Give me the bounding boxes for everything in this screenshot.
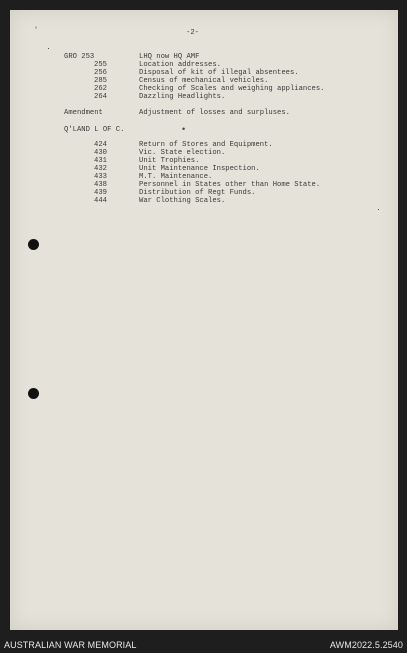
footer-institution: AUSTRALIAN WAR MEMORIAL — [4, 640, 137, 650]
gro-item-code: 264 — [94, 93, 107, 101]
qland-item-text: Vic. State election. — [139, 149, 226, 157]
gro-item-code: 285 — [94, 77, 107, 85]
qland-item-text: Distribution of Regt Funds. — [139, 189, 256, 197]
gro-item-text: Dazzling Headlights. — [139, 93, 226, 101]
gro-item-text: Disposal of kit of illegal absentees. — [139, 69, 299, 77]
qland-item-code: 444 — [94, 197, 107, 205]
ink-mark-icon: ‘ — [35, 25, 37, 35]
gro-item-text: Location addresses. — [139, 61, 221, 69]
qland-item-text: Unit Trophies. — [139, 157, 200, 165]
ink-mark-icon: ․ — [47, 41, 51, 51]
qland-item-text: War Clothing Scales. — [139, 197, 226, 205]
amendment-label: Amendment — [64, 109, 103, 117]
qland-item-text: M.T. Maintenance. — [139, 173, 213, 181]
ink-mark-icon: ․ — [377, 202, 381, 212]
qland-item-code: 439 — [94, 189, 107, 197]
qland-item-code: 431 — [94, 157, 107, 165]
qland-item-code: 424 — [94, 141, 107, 149]
gro-item-code: 262 — [94, 85, 107, 93]
punch-hole-icon — [28, 388, 39, 399]
document-page — [10, 10, 398, 630]
ink-mark-icon: • — [182, 124, 186, 134]
gro-item-code: 256 — [94, 69, 107, 77]
qland-item-code: 430 — [94, 149, 107, 157]
punch-hole-icon — [28, 239, 39, 250]
gro-item-text: Checking of Scales and weighing appliances. — [139, 85, 325, 93]
footer-accession-number: AWM2022.5.2540 — [329, 640, 403, 650]
qland-item-code: 432 — [94, 165, 107, 173]
gro-item-text: LHQ now HQ AMF — [139, 53, 200, 61]
qland-label: Q'LAND L OF C. — [64, 126, 125, 134]
qland-item-text: Personnel in States other than Home State. — [139, 181, 321, 189]
gro-item-code: 255 — [94, 61, 107, 69]
qland-item-text: Return of Stores and Equipment. — [139, 141, 273, 149]
qland-item-text: Unit Maintenance Inspection. — [139, 165, 260, 173]
footer-bar — [0, 636, 407, 653]
page-number: -2- — [186, 29, 199, 37]
gro-item-text: Census of mechanical vehicles. — [139, 77, 269, 85]
gro-label: GRO 253 — [64, 53, 95, 61]
qland-item-code: 438 — [94, 181, 107, 189]
qland-item-code: 433 — [94, 173, 107, 181]
amendment-text: Adjustment of losses and surpluses. — [139, 109, 290, 117]
